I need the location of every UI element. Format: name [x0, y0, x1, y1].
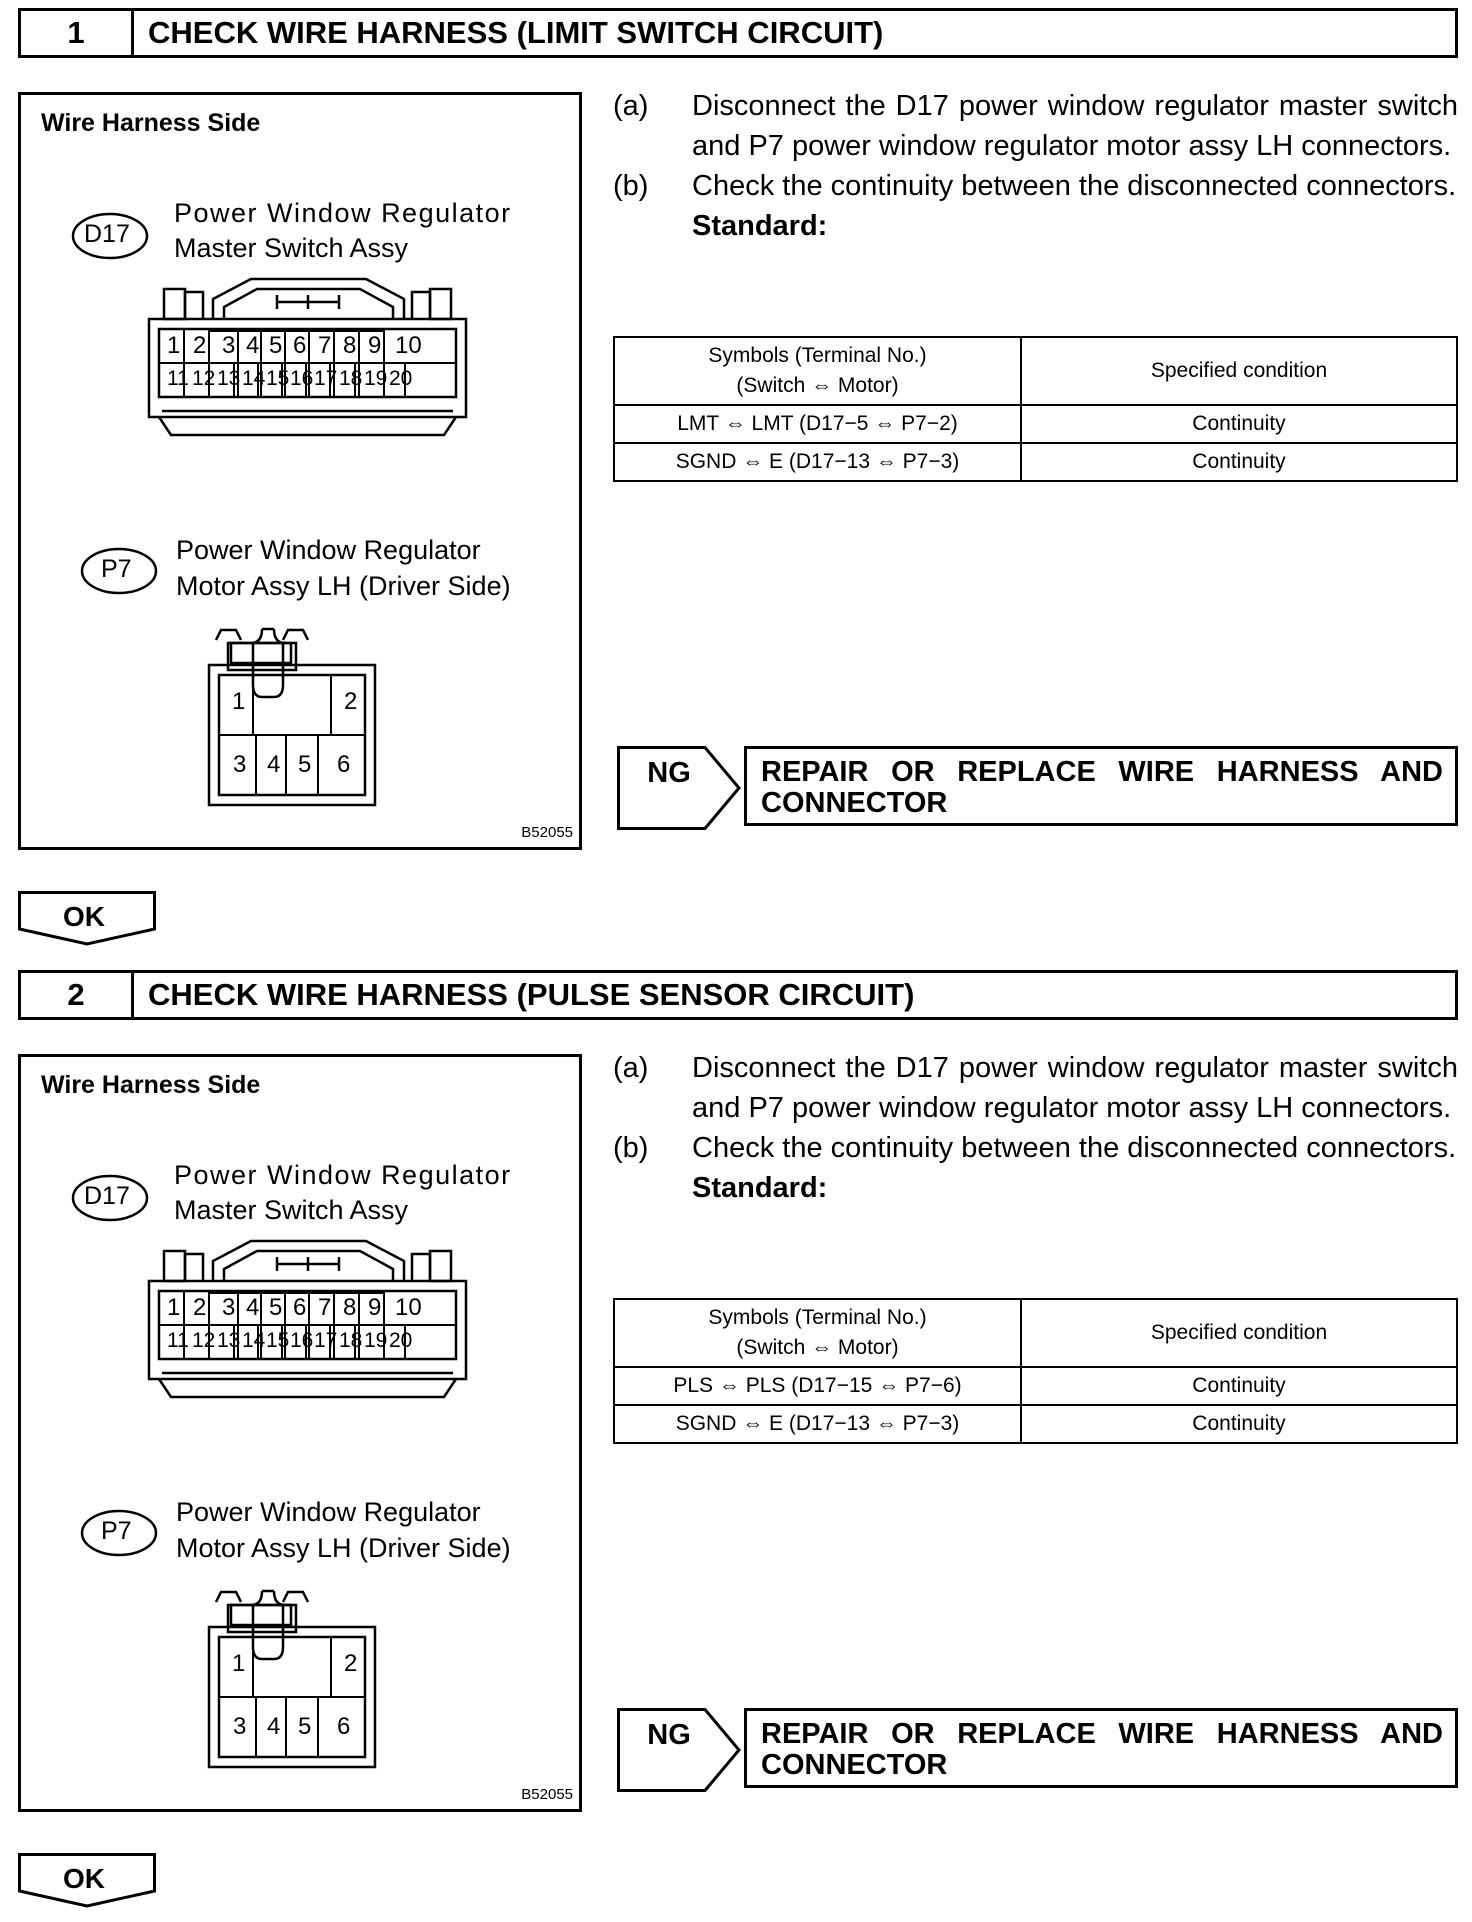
pin-label: 3 [222, 1294, 236, 1321]
d17-connector-name-line2: Master Switch Assy [174, 1195, 409, 1225]
figure-code: B52055 [521, 824, 573, 841]
p7-connector-name-line2: Motor Assy LH (Driver Side) [176, 1533, 511, 1563]
pin-label: 10 [395, 1294, 422, 1321]
step-b-label: (b) [613, 1132, 649, 1164]
pin-label: 16 [290, 1329, 314, 1352]
ng-action-line2: CONNECTOR [761, 1749, 948, 1781]
ok-label: OK [63, 901, 105, 932]
pin-label: 6 [293, 1294, 307, 1321]
procedure-steps [613, 1048, 1458, 1208]
connector-diagram [18, 1054, 582, 1812]
header-symbols-line2: (Switch ⇔ Motor) [736, 1336, 899, 1359]
step-b-label: (b) [613, 170, 649, 202]
pin-label: 2 [193, 1294, 207, 1321]
header-symbols-line1: Symbols (Terminal No.) [708, 344, 927, 367]
ok-label: OK [63, 1863, 105, 1894]
cell-symbols: SGND ⇔ E (D17−13 ⇔ P7−3) [614, 443, 1021, 481]
ng-action-line2: CONNECTOR [761, 787, 948, 819]
header-symbols [614, 337, 1021, 405]
pin-label: 13 [217, 367, 241, 390]
table-body [614, 1367, 1457, 1443]
pin-label: 20 [389, 1329, 413, 1352]
pin-label: 10 [395, 332, 422, 359]
step-header [18, 8, 1458, 58]
pin-label: 4 [246, 1294, 260, 1321]
pin-label: 5 [298, 751, 312, 778]
pin-label: 15 [266, 367, 290, 390]
pin-label: 9 [368, 332, 382, 359]
step-number: 2 [21, 973, 134, 1017]
cell-condition: Continuity [1021, 443, 1457, 481]
p7-connector-name-line1: Power Window Regulator [176, 1497, 481, 1527]
cell-condition: Continuity [1021, 1405, 1457, 1443]
table-row [614, 443, 1457, 481]
pin-label: 12 [192, 367, 216, 390]
standard-table [613, 1298, 1458, 1444]
figure-heading: Wire Harness Side [41, 1071, 261, 1099]
pin-label: 15 [266, 1329, 290, 1352]
ng-action-box [744, 1708, 1458, 1788]
step-a [613, 86, 1458, 166]
cell-symbols: LMT ⇔ LMT (D17−5 ⇔ P7−2) [614, 405, 1021, 443]
d17-connector-id: D17 [84, 220, 130, 248]
ng-action-box [744, 746, 1458, 826]
procedure-section [0, 962, 1472, 1922]
pin-label: 4 [267, 751, 281, 778]
pin-label: 11 [167, 367, 189, 390]
step-b-text: Check the continuity between the disconnected connectors. [692, 170, 1457, 202]
pin-label: 18 [339, 367, 363, 390]
pin-label: 1 [167, 332, 181, 359]
step-b [613, 1128, 1458, 1168]
step-a-label: (a) [613, 90, 649, 122]
pin-label: 6 [337, 1713, 351, 1740]
standard-table [613, 336, 1458, 482]
pin-label: 2 [344, 1650, 358, 1677]
pin-label: 5 [269, 332, 283, 359]
pin-label: 16 [290, 367, 314, 390]
d17-connector-name-line1: Power Window Regulator [174, 198, 512, 228]
pin-label: 14 [242, 1329, 266, 1352]
pin-label: 7 [318, 332, 332, 359]
step-header [18, 970, 1458, 1020]
pin-label: 6 [293, 332, 307, 359]
pin-label: 11 [167, 1329, 189, 1352]
pin-label: 8 [343, 1294, 357, 1321]
figure-heading: Wire Harness Side [41, 109, 261, 137]
p7-connector-id: P7 [101, 555, 132, 583]
p7-connector-name-line2: Motor Assy LH (Driver Side) [176, 571, 511, 601]
pin-label: 19 [364, 367, 388, 390]
pin-label: 19 [364, 1329, 388, 1352]
ok-arrow-box [18, 891, 158, 949]
pin-label: 5 [298, 1713, 312, 1740]
step-b [613, 166, 1458, 206]
pin-label: 1 [232, 688, 246, 715]
pin-label: 1 [232, 1650, 246, 1677]
cell-symbols: PLS ⇔ PLS (D17−15 ⇔ P7−6) [614, 1367, 1021, 1405]
header-symbols [614, 1299, 1021, 1367]
ng-arrow-box [617, 1708, 741, 1792]
cell-symbols: SGND ⇔ E (D17−13 ⇔ P7−3) [614, 1405, 1021, 1443]
ng-label: NG [647, 1719, 691, 1751]
figure-code: B52055 [521, 1786, 573, 1803]
table-row [614, 1405, 1457, 1443]
pin-label: 3 [222, 332, 236, 359]
d17-connector-name-line1: Power Window Regulator [174, 1160, 512, 1190]
header-symbols-line2: (Switch ⇔ Motor) [736, 374, 899, 397]
step-title: CHECK WIRE HARNESS (PULSE SENSOR CIRCUIT) [148, 977, 915, 1012]
header-condition: Specified condition [1021, 1299, 1457, 1367]
ng-action-line1: REPAIR OR REPLACE WIRE HARNESS AND [761, 756, 1443, 788]
header-symbols-line1: Symbols (Terminal No.) [708, 1306, 927, 1329]
pin-label: 7 [318, 1294, 332, 1321]
pin-label: 2 [193, 332, 207, 359]
pin-label: 1 [167, 1294, 181, 1321]
step-a-label: (a) [613, 1052, 649, 1084]
procedure-section [0, 0, 1472, 960]
pin-label: 6 [337, 751, 351, 778]
pin-label: 17 [314, 367, 338, 390]
d17-connector-id: D17 [84, 1182, 130, 1210]
pin-label: 18 [339, 1329, 363, 1352]
ok-arrow-box [18, 1853, 158, 1911]
pin-label: 14 [242, 367, 266, 390]
pin-label: 4 [246, 332, 260, 359]
step-number: 1 [21, 11, 134, 55]
pin-label: 3 [233, 1713, 247, 1740]
table-row [614, 1367, 1457, 1405]
pin-label: 5 [269, 1294, 283, 1321]
header-condition: Specified condition [1021, 337, 1457, 405]
table-body [614, 405, 1457, 481]
pin-label: 13 [217, 1329, 241, 1352]
d17-connector-name-line2: Master Switch Assy [174, 233, 409, 263]
step-a-text: Disconnect the D17 power window regulator master switch and P7 power window regulator motor assy LH connectors. [692, 1052, 1458, 1124]
step-a-text: Disconnect the D17 power window regulator master switch and P7 power window regulator motor assy LH connectors. [692, 90, 1458, 162]
table-row [614, 405, 1457, 443]
pin-label: 4 [267, 1713, 281, 1740]
pin-label: 8 [343, 332, 357, 359]
pin-label: 12 [192, 1329, 216, 1352]
p7-connector-name-line1: Power Window Regulator [176, 535, 481, 565]
pin-label: 2 [344, 688, 358, 715]
connector-diagram [18, 92, 582, 850]
table-header-row [614, 337, 1457, 405]
ng-label: NG [647, 757, 691, 789]
pin-label: 9 [368, 1294, 382, 1321]
p7-connector-id: P7 [101, 1517, 132, 1545]
standard-label: Standard: [692, 1172, 828, 1204]
cell-condition: Continuity [1021, 405, 1457, 443]
pin-label: 3 [233, 751, 247, 778]
step-title: CHECK WIRE HARNESS (LIMIT SWITCH CIRCUIT) [148, 15, 884, 50]
standard-label: Standard: [692, 210, 828, 242]
step-a [613, 1048, 1458, 1128]
pin-label: 20 [389, 367, 413, 390]
ng-arrow-box [617, 746, 741, 830]
step-b-text: Check the continuity between the disconnected connectors. [692, 1132, 1457, 1164]
pin-label: 17 [314, 1329, 338, 1352]
ng-action-line1: REPAIR OR REPLACE WIRE HARNESS AND [761, 1718, 1443, 1750]
table-header-row [614, 1299, 1457, 1367]
procedure-steps [613, 86, 1458, 246]
cell-condition: Continuity [1021, 1367, 1457, 1405]
